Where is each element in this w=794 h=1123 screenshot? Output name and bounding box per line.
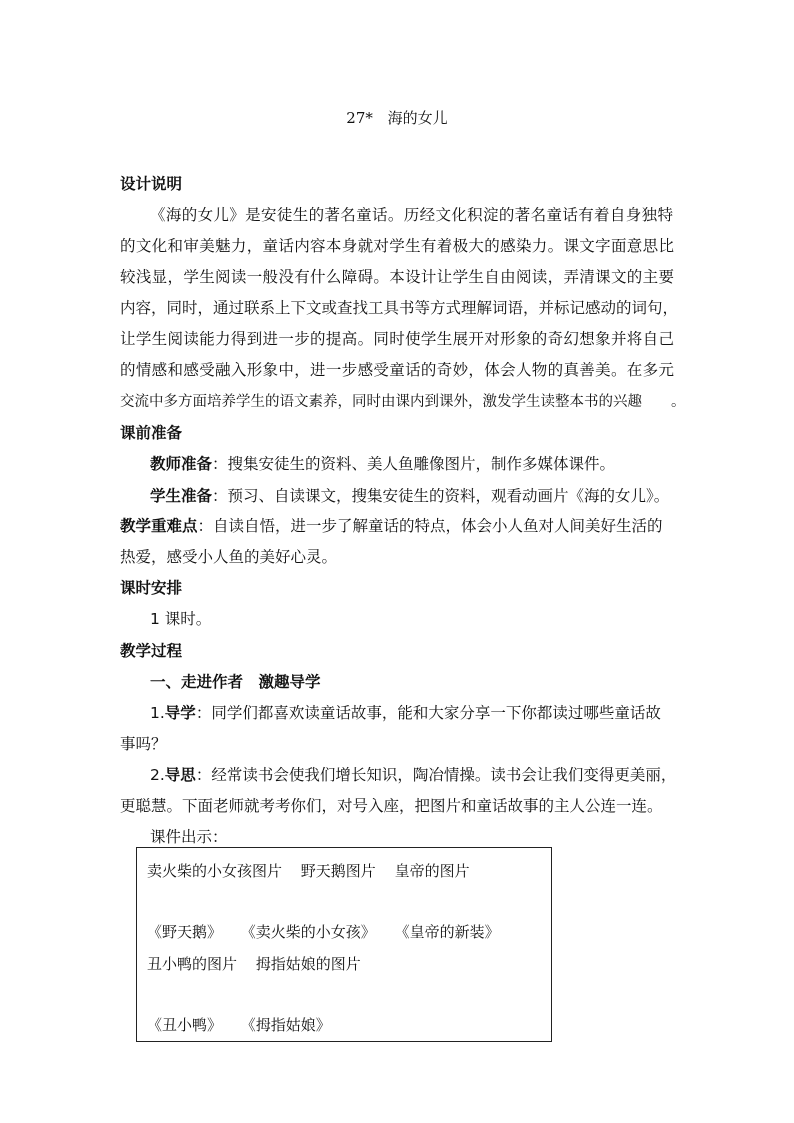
picture-ugly-duckling: 丑小鸭的图片 (147, 955, 238, 973)
design-line-5: 让学生阅读能力得到进一步的提高。同时使学生展开对形象的奇幻想象并将自己 (120, 330, 674, 348)
student-prep-text: ：预习、自读课文，搜集安徒生的资料，观看动画片《海的女儿》。 (212, 487, 670, 505)
step1-item1-label: 导学 (164, 704, 196, 722)
time-heading: 课时安排 (120, 579, 183, 597)
student-prep (150, 484, 669, 506)
lesson-title: 海的女儿 (387, 109, 448, 127)
picture-emperor: 皇帝的图片 (394, 862, 470, 880)
process-heading: 教学过程 (120, 642, 183, 660)
step1-item2 (150, 763, 676, 785)
design-line-1: 《海的女儿》是安徒生的著名童话。历经文化积淀的著名童话有着自身独特 (150, 206, 673, 224)
step1-heading: 一、走进作者 激趣导学 (150, 673, 321, 691)
title-emperor-clothes: 《皇帝的新装》 (394, 923, 500, 941)
design-line-3: 较浅显，学生阅读一般没有什么障碍。本设计让学生自由阅读，弄清课文的主要 (120, 268, 674, 286)
box-row-titles-2 (147, 1014, 331, 1035)
teacher-prep-label: 教师准备 (150, 455, 213, 473)
teacher-prep (150, 452, 615, 474)
key-points-text-1: ：自读自悟，进一步了解童话的特点，体会小人鱼对人间美好生活的 (197, 517, 663, 535)
courseware-label: 课件出示： (150, 828, 228, 846)
lesson-number: 27* (346, 109, 373, 127)
step1-item2-text-cont: 更聪慧。下面老师就考考你们，对号入座，把图片和童话故事的主人公连一连。 (120, 797, 663, 815)
design-line-7: 交流中多方面培养学生的语文素养，同时由课内到课外，激发学生读整本书的兴趣 。 (120, 394, 686, 410)
step1-item1-number: 1. (150, 704, 165, 722)
picture-wild-swans: 野天鹅图片 (300, 862, 376, 880)
title-match-girl: 《卖火柴的小女孩》 (240, 923, 376, 941)
design-line-6: 的情感和感受融入形象中，进一步感受童话的奇妙，体会人物的真善美。在多元 (120, 361, 674, 379)
step1-item2-text: ：经常读书会使我们增长知识，陶冶情操。读书会让我们变得更美丽， (195, 766, 677, 784)
key-points-text-2: 热爱，感受小人鱼的美好心灵。 (120, 548, 338, 566)
page-title (0, 107, 794, 128)
step1-item2-label: 导思 (164, 766, 196, 784)
box-row-pictures-1 (147, 860, 470, 881)
step1-item2-number: 2. (150, 766, 165, 784)
design-heading: 设计说明 (120, 175, 183, 193)
time-text: 1 课时。 (150, 610, 212, 628)
student-prep-label: 学生准备 (150, 487, 213, 505)
title-wild-swans: 《野天鹅》 (147, 923, 223, 941)
title-ugly-duckling: 《丑小鸭》 (147, 1016, 223, 1034)
picture-thumbelina: 拇指姑娘的图片 (255, 955, 361, 973)
step1-item1-text: ：同学们都喜欢读童话故事，能和大家分享一下你都读过哪些童话故 (195, 704, 661, 722)
key-points-label: 教学重难点 (120, 517, 198, 535)
box-row-titles-1 (147, 921, 500, 942)
key-points (120, 514, 663, 536)
courseware-box (136, 847, 552, 1042)
picture-match-girl: 卖火柴的小女孩图片 (147, 862, 283, 880)
design-line-2: 的文化和审美魅力，童话内容本身就对学生有着极大的感染力。课文字面意思比 (120, 237, 674, 255)
title-thumbelina: 《拇指姑娘》 (240, 1016, 331, 1034)
prep-heading: 课前准备 (120, 424, 183, 442)
teacher-prep-text: ：搜集安徒生的资料、美人鱼雕像图片，制作多媒体课件。 (212, 455, 616, 473)
box-row-pictures-2 (147, 953, 361, 974)
design-line-4: 内容，同时，通过联系上下文或查找工具书等方式理解词语，并标记感动的词句， (120, 299, 679, 317)
step1-item1-text-cont: 事吗？ (120, 735, 167, 753)
step1-item1 (150, 701, 661, 723)
